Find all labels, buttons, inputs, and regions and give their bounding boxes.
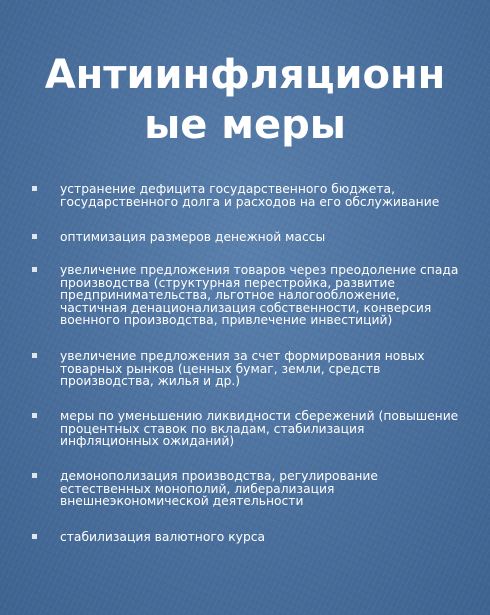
title-line-1: Антиинфляционн [44, 52, 446, 98]
bullet-text: демонополизация производства, регулирование естественных монополий, либерализация внешнеэкономической деятельности [60, 469, 378, 508]
square-bullet-icon [32, 534, 37, 539]
square-bullet-icon [32, 267, 37, 272]
square-bullet-icon [32, 234, 37, 239]
bullet-text: устранение дефицита государственного бюджета, государственного долга и расходов на его обслуживание [60, 182, 440, 209]
square-bullet-icon [32, 353, 37, 358]
square-bullet-icon [32, 413, 37, 418]
title-line-2: ые меры [144, 102, 346, 148]
square-bullet-icon [32, 186, 37, 191]
bullet-text: увеличение предложения товаров через преодоление спада производства (структурная перестройка, развитие предпринимательства, льготное налогообложение, частичная денационализация собственности, конверсия военного производства, привлечение инвестиций) [60, 263, 459, 327]
bullet-text: оптимизация размеров денежной массы [60, 230, 326, 244]
bullet-text: меры по уменьшению ликвидности сбережений (повышение процентных ставок по вкладам, стабилизация инфляционных ожиданий) [60, 409, 459, 448]
bullet-text: стабилизация валютного курса [60, 530, 266, 544]
bullet-text: увеличение предложения за счет формирования новых товарных рынков (ценных бумаг, земли, средств производства, жилья и др.) [60, 349, 425, 388]
square-bullet-icon [32, 473, 37, 478]
